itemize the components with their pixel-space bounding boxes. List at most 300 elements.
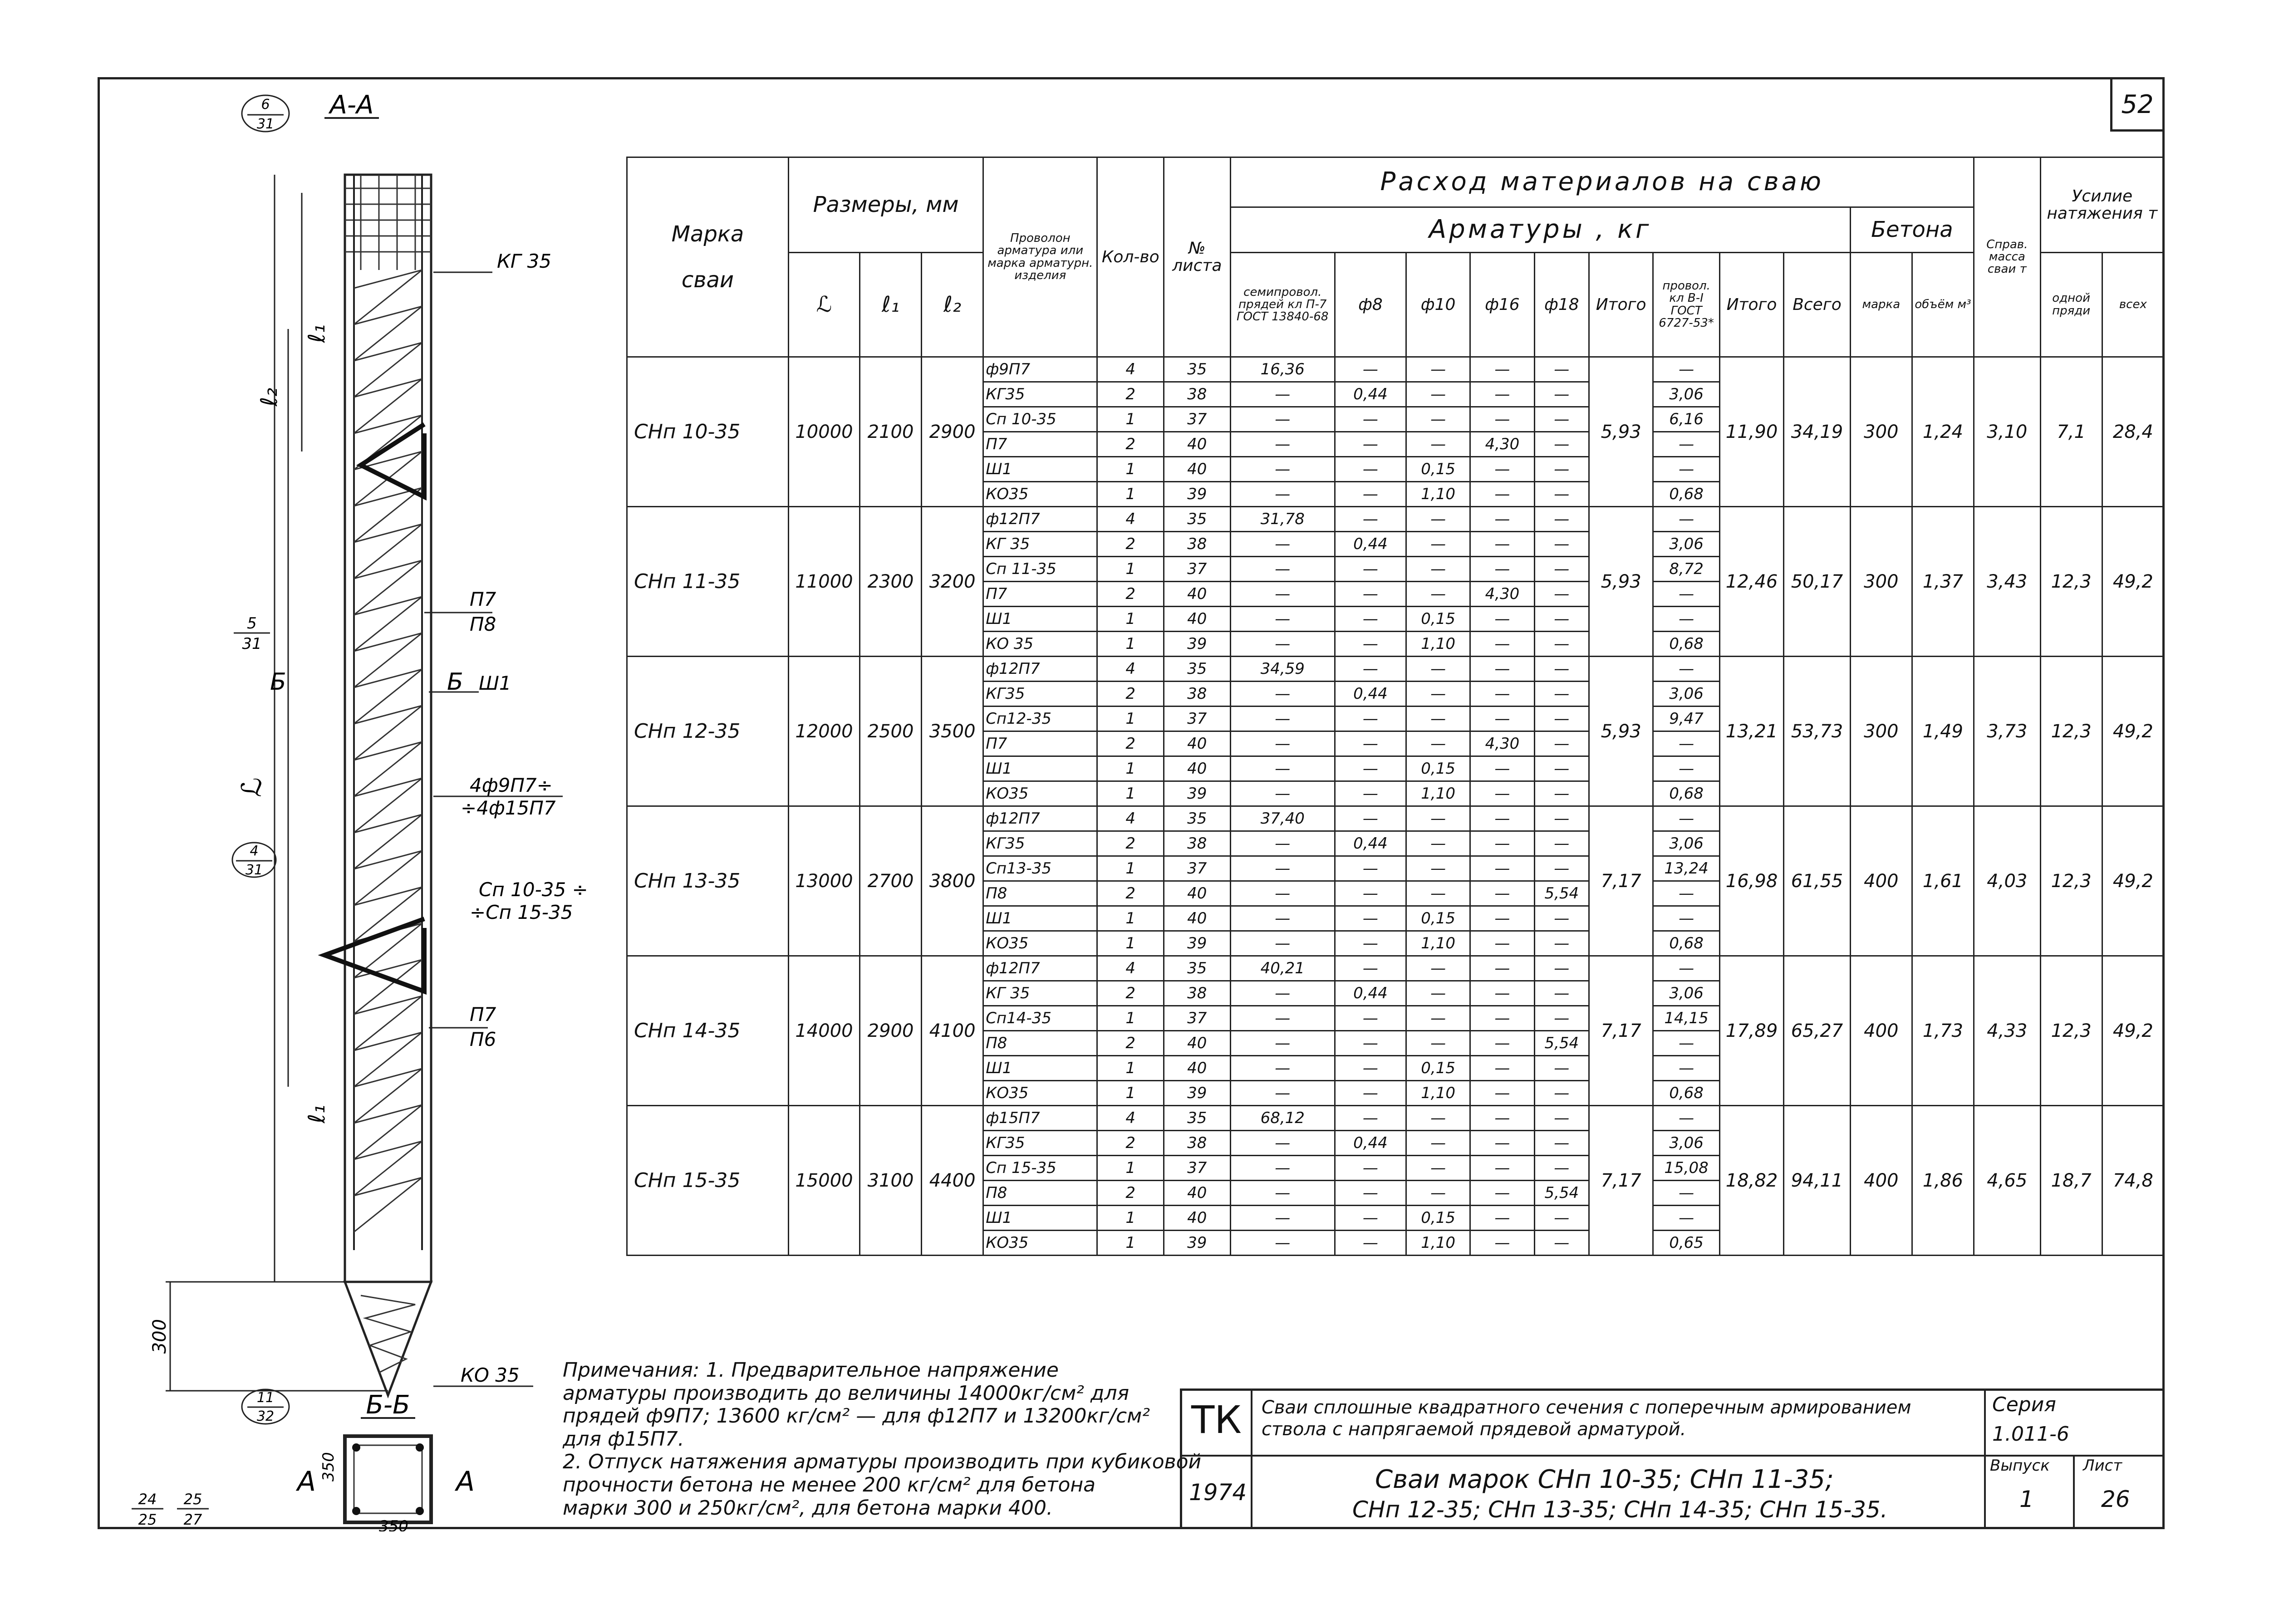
cell-f5: — (1653, 1106, 1720, 1131)
cell-sheet: 38 (1164, 831, 1231, 856)
cell-all: 65,27 (1784, 956, 1851, 1106)
cell-f5: — (1653, 457, 1720, 482)
cell-qty: 1 (1097, 607, 1164, 632)
cell-name: Сп12-35 (983, 707, 1097, 731)
header-qty: Кол-во (1097, 157, 1164, 357)
cell-f16: — (1470, 357, 1534, 382)
cell-one: 12,3 (2040, 806, 2102, 956)
cell-f8: — (1335, 856, 1406, 881)
cell-f10: — (1406, 707, 1470, 731)
cell-sheet: 38 (1164, 682, 1231, 707)
cell-l1: 2300 (859, 507, 921, 657)
header-concrete: Бетона (1850, 207, 1974, 253)
cell-f5: 0,68 (1653, 1081, 1720, 1106)
header-wire: Проволон арматура или марка арматурн. изделия (983, 157, 1097, 357)
cell-f18: — (1534, 682, 1589, 707)
cell-qty: 2 (1097, 432, 1164, 457)
header-total2: Итого (1719, 253, 1783, 357)
cell-f8: — (1335, 756, 1406, 781)
mark-a-left: А (297, 1466, 316, 1497)
cell-sheet: 35 (1164, 956, 1231, 981)
cell-f5: — (1653, 607, 1720, 632)
cell-f16: — (1470, 382, 1534, 407)
header-volume: объём м³ (1912, 253, 1974, 357)
cell-f18: — (1534, 507, 1589, 532)
cell-f18: — (1534, 981, 1589, 1006)
ref-25-27 (177, 1491, 209, 1528)
svg-text:25: 25 (183, 1491, 202, 1508)
cell-f8: — (1335, 781, 1406, 806)
cell-f10: 1,10 (1406, 482, 1470, 507)
cell-sheet: 37 (1164, 707, 1231, 731)
cell-strands: — (1230, 1181, 1335, 1206)
cell-sheet: 37 (1164, 856, 1231, 881)
cell-f18: — (1534, 707, 1589, 731)
cell-f18: — (1534, 482, 1589, 507)
cell-sheet: 38 (1164, 1131, 1231, 1156)
cell-f5: — (1653, 657, 1720, 682)
cell-name: Ш1 (983, 1056, 1097, 1081)
cell-mass: 4,33 (1974, 956, 2041, 1106)
cell-f10: 1,10 (1406, 1231, 1470, 1256)
header-f18: ф18 (1534, 253, 1589, 357)
cell-f18: — (1534, 1081, 1589, 1106)
cell-f10: — (1406, 507, 1470, 532)
cell-qty: 1 (1097, 457, 1164, 482)
cell-name: Ш1 (983, 457, 1097, 482)
cell-strands: — (1230, 1056, 1335, 1081)
cell-f8: — (1335, 582, 1406, 607)
cell-f5: 0,68 (1653, 482, 1720, 507)
cell-name: КГ 35 (983, 981, 1097, 1006)
cell-grade: 400 (1850, 806, 1912, 956)
cell-f5: 3,06 (1653, 981, 1720, 1006)
cell-f5: 6,16 (1653, 407, 1720, 432)
cell-qty: 2 (1097, 532, 1164, 557)
header-f10: ф10 (1406, 253, 1470, 357)
cell-strands: 40,21 (1230, 956, 1335, 981)
cell-qty: 4 (1097, 1106, 1164, 1131)
cell-qty: 2 (1097, 981, 1164, 1006)
cell-sheet: 39 (1164, 632, 1231, 657)
cell-f10: — (1406, 1006, 1470, 1031)
cell-strands: — (1230, 457, 1335, 482)
cell-f10: — (1406, 582, 1470, 607)
cell-name: ф12П7 (983, 507, 1097, 532)
cell-total2: 16,98 (1719, 806, 1783, 956)
cell-all: 50,17 (1784, 507, 1851, 657)
cell-strands: — (1230, 756, 1335, 781)
label-sh1: Ш1 (479, 672, 511, 694)
mark-b-left: Б (270, 668, 286, 696)
cell-f5: 3,06 (1653, 1131, 1720, 1156)
cell-total1: 5,93 (1589, 507, 1653, 657)
pile-body (345, 175, 431, 1282)
cell-l2: 4400 (922, 1106, 983, 1256)
cell-strands: — (1230, 532, 1335, 557)
ref-6-31 (242, 95, 289, 132)
cell-f18: — (1534, 1106, 1589, 1131)
cell-name: Ш1 (983, 906, 1097, 931)
cell-f8: — (1335, 1081, 1406, 1106)
cell-one: 12,3 (2040, 507, 2102, 657)
table-row (627, 956, 2164, 981)
cell-f10: — (1406, 806, 1470, 831)
header-total1: Итого (1589, 253, 1653, 357)
cell-mark: СНп 10-35 (627, 357, 789, 507)
cell-sheet: 39 (1164, 1081, 1231, 1106)
cell-f10: — (1406, 682, 1470, 707)
note-line: марки 300 и 250кг/см², для бетона марки 400. (563, 1496, 1053, 1520)
cell-strands: 37,40 (1230, 806, 1335, 831)
cell-total1: 7,17 (1589, 806, 1653, 956)
cell-f5: — (1653, 432, 1720, 457)
cell-f5: — (1653, 1206, 1720, 1231)
cell-f10: — (1406, 1031, 1470, 1056)
cell-sheet: 37 (1164, 557, 1231, 582)
cell-strands: 68,12 (1230, 1106, 1335, 1131)
cell-f10: 0,15 (1406, 1206, 1470, 1231)
cell-strands: — (1230, 981, 1335, 1006)
cell-f16: 4,30 (1470, 731, 1534, 756)
cell-f18: — (1534, 806, 1589, 831)
header-consumption: Расход материалов на сваю (1230, 157, 1974, 207)
cell-qty: 4 (1097, 956, 1164, 981)
ref-4-31 (232, 843, 276, 878)
header-mark: Марка сваи (627, 157, 789, 357)
cell-f10: — (1406, 432, 1470, 457)
cell-f18: — (1534, 1006, 1589, 1031)
dim-350-h: 350 (379, 1517, 408, 1531)
cell-f5: 3,06 (1653, 532, 1720, 557)
cell-qty: 2 (1097, 382, 1164, 407)
cell-f18: — (1534, 607, 1589, 632)
cell-f8: 0,44 (1335, 382, 1406, 407)
cell-allf: 49,2 (2102, 956, 2164, 1106)
cell-f10: — (1406, 1156, 1470, 1181)
cell-mass: 3,73 (1974, 657, 2041, 806)
cell-name: П8 (983, 1031, 1097, 1056)
notes (563, 1359, 1201, 1520)
cell-name: Ш1 (983, 1206, 1097, 1231)
drawing-title-2: СНп 12-35; СНп 13-35; СНп 14-35; СНп 15-35. (1352, 1496, 1888, 1523)
cell-qty: 2 (1097, 1131, 1164, 1156)
cell-sheet: 39 (1164, 931, 1231, 956)
cell-qty: 1 (1097, 1056, 1164, 1081)
cell-f10: — (1406, 831, 1470, 856)
cell-sheet: 35 (1164, 657, 1231, 682)
cell-f18: — (1534, 731, 1589, 756)
cell-f18: 5,54 (1534, 881, 1589, 906)
cell-f16: — (1470, 407, 1534, 432)
cell-f16: — (1470, 557, 1534, 582)
label-p8-top: П8 (470, 613, 496, 635)
cell-f10: 0,15 (1406, 1056, 1470, 1081)
cell-one: 18,7 (2040, 1106, 2102, 1256)
table-row (627, 1106, 2164, 1131)
cell-f18: — (1534, 557, 1589, 582)
cell-f8: — (1335, 1006, 1406, 1031)
cell-sheet: 38 (1164, 532, 1231, 557)
cell-strands: 31,78 (1230, 507, 1335, 532)
year: 1974 (1189, 1479, 1247, 1506)
cell-mark: СНп 13-35 (627, 806, 789, 956)
cell-f16: — (1470, 981, 1534, 1006)
cell-strands: — (1230, 1031, 1335, 1056)
cell-f8: — (1335, 1206, 1406, 1231)
cell-f8: — (1335, 407, 1406, 432)
cell-f5: 3,06 (1653, 682, 1720, 707)
cell-allf: 49,2 (2102, 806, 2164, 956)
cell-sheet: 35 (1164, 507, 1231, 532)
cell-name: П8 (983, 881, 1097, 906)
cell-qty: 4 (1097, 657, 1164, 682)
cell-sheet: 35 (1164, 357, 1231, 382)
cell-name: Ш1 (983, 607, 1097, 632)
cell-sheet: 39 (1164, 482, 1231, 507)
dim-l1: ℓ₁ (304, 324, 330, 343)
svg-text:24: 24 (138, 1491, 157, 1508)
cell-f18: — (1534, 831, 1589, 856)
cell-f16: — (1470, 1206, 1534, 1231)
header-one-strand: одной пряди (2040, 253, 2102, 357)
cell-f8: 0,44 (1335, 532, 1406, 557)
cell-sheet: 40 (1164, 607, 1231, 632)
cell-name: П7 (983, 582, 1097, 607)
cell-name: Сп 15-35 (983, 1156, 1097, 1181)
cell-f16: — (1470, 906, 1534, 931)
cell-total2: 12,46 (1719, 507, 1783, 657)
cell-f5: — (1653, 756, 1720, 781)
cell-f5: 3,06 (1653, 831, 1720, 856)
cell-strands: — (1230, 1131, 1335, 1156)
cell-f8: — (1335, 707, 1406, 731)
header-force: Усилие натяжения т (2040, 157, 2164, 253)
mark-a-right: А (456, 1466, 475, 1497)
cell-name: ф12П7 (983, 657, 1097, 682)
cell-name: КГ35 (983, 831, 1097, 856)
cell-f5: 0,68 (1653, 931, 1720, 956)
cell-f5: 13,24 (1653, 856, 1720, 881)
cell-all: 94,11 (1784, 1106, 1851, 1256)
cell-strands: — (1230, 482, 1335, 507)
note-line: для ф15П7. (563, 1427, 684, 1451)
cell-qty: 1 (1097, 931, 1164, 956)
cell-f18: — (1534, 906, 1589, 931)
cell-f16: — (1470, 607, 1534, 632)
cell-mass: 4,03 (1974, 806, 2041, 956)
cell-qty: 1 (1097, 906, 1164, 931)
cell-volume: 1,37 (1912, 507, 1974, 657)
cell-f5: 14,15 (1653, 1006, 1720, 1031)
header-L: ℒ (788, 253, 859, 357)
cell-f16: 4,30 (1470, 582, 1534, 607)
svg-text:6: 6 (261, 97, 270, 113)
cell-f16: — (1470, 1056, 1534, 1081)
cell-qty: 1 (1097, 1231, 1164, 1256)
cell-qty: 1 (1097, 557, 1164, 582)
label-spiral-1: Сп 10-35 ÷ (479, 878, 588, 901)
section-bb-label: Б-Б (366, 1390, 410, 1420)
header-f16: ф16 (1470, 253, 1534, 357)
cell-qty: 1 (1097, 707, 1164, 731)
header-sizes: Размеры, мм (788, 157, 983, 253)
cell-sheet: 37 (1164, 1156, 1231, 1181)
cell-strands: — (1230, 1006, 1335, 1031)
cell-f16: — (1470, 1006, 1534, 1031)
cell-f8: — (1335, 1106, 1406, 1131)
cell-f18: — (1534, 1156, 1589, 1181)
cell-f8: — (1335, 1231, 1406, 1256)
cell-f10: — (1406, 382, 1470, 407)
cell-one: 12,3 (2040, 657, 2102, 806)
note-line: прочности бетона не менее 200 кг/см² для бетона (563, 1473, 1096, 1496)
ref-24-25 (132, 1491, 163, 1528)
cell-allf: 74,8 (2102, 1106, 2164, 1256)
svg-text:32: 32 (256, 1408, 275, 1424)
cell-volume: 1,49 (1912, 657, 1974, 806)
cell-f18: — (1534, 657, 1589, 682)
cell-f18: — (1534, 756, 1589, 781)
cell-f8: — (1335, 432, 1406, 457)
cell-name: КО35 (983, 781, 1097, 806)
section-aa-label: А-А (329, 90, 374, 120)
cell-strands: — (1230, 1231, 1335, 1256)
cell-f18: — (1534, 1206, 1589, 1231)
cell-f16: — (1470, 682, 1534, 707)
cell-f10: — (1406, 731, 1470, 756)
cell-l2: 3800 (922, 806, 983, 956)
cell-f16: — (1470, 532, 1534, 557)
cell-f10: — (1406, 881, 1470, 906)
cell-f16: — (1470, 1231, 1534, 1256)
cell-one: 7,1 (2040, 357, 2102, 507)
cell-name: ф9П7 (983, 357, 1097, 382)
cell-grade: 400 (1850, 956, 1912, 1106)
cell-f10: 0,15 (1406, 457, 1470, 482)
cell-f16: — (1470, 632, 1534, 657)
cell-f8: — (1335, 507, 1406, 532)
cell-l1: 2500 (859, 657, 921, 806)
cell-L: 11000 (788, 507, 859, 657)
cell-f18: — (1534, 1056, 1589, 1081)
cell-L: 14000 (788, 956, 859, 1106)
cell-sheet: 40 (1164, 906, 1231, 931)
cell-f5: 0,68 (1653, 632, 1720, 657)
cell-mark: СНп 12-35 (627, 657, 789, 806)
cell-total2: 11,90 (1719, 357, 1783, 507)
cell-f8: — (1335, 906, 1406, 931)
cell-f16: — (1470, 1031, 1534, 1056)
cell-qty: 1 (1097, 781, 1164, 806)
cell-allf: 28,4 (2102, 357, 2164, 507)
series-value: 1.011-6 (1992, 1423, 2069, 1446)
cell-name: Ш1 (983, 756, 1097, 781)
cell-f10: 1,10 (1406, 1081, 1470, 1106)
cell-sheet: 37 (1164, 407, 1231, 432)
cell-strands: — (1230, 582, 1335, 607)
cell-f16: 4,30 (1470, 432, 1534, 457)
cell-sheet: 40 (1164, 432, 1231, 457)
cell-strands: — (1230, 407, 1335, 432)
header-grade: марка (1850, 253, 1912, 357)
cell-f10: — (1406, 407, 1470, 432)
cell-f18: 5,54 (1534, 1031, 1589, 1056)
dim-300: 300 (149, 1319, 170, 1354)
cell-strands: — (1230, 856, 1335, 881)
cell-sheet: 37 (1164, 1006, 1231, 1031)
header-all-strands: всех (2102, 253, 2164, 357)
cell-f18: 5,54 (1534, 1181, 1589, 1206)
header-f8: ф8 (1335, 253, 1406, 357)
cell-f8: — (1335, 482, 1406, 507)
cell-allf: 49,2 (2102, 657, 2164, 806)
header-l1: ℓ₁ (859, 253, 921, 357)
cell-f18: — (1534, 956, 1589, 981)
cell-volume: 1,61 (1912, 806, 1974, 956)
cell-mark: СНп 11-35 (627, 507, 789, 657)
cell-f8: — (1335, 1156, 1406, 1181)
cell-grade: 300 (1850, 657, 1912, 806)
cell-sheet: 39 (1164, 781, 1231, 806)
svg-text:5: 5 (247, 614, 257, 633)
cell-f18: — (1534, 781, 1589, 806)
cell-mass: 4,65 (1974, 1106, 2041, 1256)
cell-f8: — (1335, 632, 1406, 657)
svg-text:25: 25 (138, 1511, 157, 1528)
cell-f5: — (1653, 507, 1720, 532)
cell-name: Сп13-35 (983, 856, 1097, 881)
label-spiral-2: ÷Сп 15-35 (470, 901, 573, 923)
svg-text:11: 11 (256, 1390, 275, 1406)
cell-f10: 1,10 (1406, 781, 1470, 806)
cell-name: КГ35 (983, 682, 1097, 707)
cell-qty: 4 (1097, 806, 1164, 831)
cell-volume: 1,86 (1912, 1106, 1974, 1256)
cell-f18: — (1534, 1131, 1589, 1156)
cell-mass: 3,10 (1974, 357, 2041, 507)
svg-text:31: 31 (242, 635, 262, 653)
cell-f8: — (1335, 806, 1406, 831)
cell-sheet: 35 (1164, 1106, 1231, 1131)
cell-qty: 2 (1097, 682, 1164, 707)
cell-f10: — (1406, 1131, 1470, 1156)
cell-f18: — (1534, 432, 1589, 457)
cell-strands: — (1230, 1081, 1335, 1106)
cell-f16: — (1470, 856, 1534, 881)
cell-strands: — (1230, 382, 1335, 407)
cell-f5: 9,47 (1653, 707, 1720, 731)
cell-name: КГ35 (983, 1131, 1097, 1156)
cell-sheet: 40 (1164, 582, 1231, 607)
cell-l1: 2900 (859, 956, 921, 1106)
cell-f8: — (1335, 1031, 1406, 1056)
cell-qty: 1 (1097, 1081, 1164, 1106)
table-row (627, 357, 2164, 382)
cell-qty: 1 (1097, 407, 1164, 432)
cell-name: Сп 10-35 (983, 407, 1097, 432)
cell-strands: — (1230, 781, 1335, 806)
cell-f18: — (1534, 382, 1589, 407)
cell-f5: — (1653, 1031, 1720, 1056)
cell-f10: — (1406, 557, 1470, 582)
cell-f8: — (1335, 931, 1406, 956)
cell-f5: — (1653, 881, 1720, 906)
cell-name: КГ35 (983, 382, 1097, 407)
cell-L: 12000 (788, 657, 859, 806)
cell-name: КО 35 (983, 632, 1097, 657)
cell-sheet: 39 (1164, 1231, 1231, 1256)
